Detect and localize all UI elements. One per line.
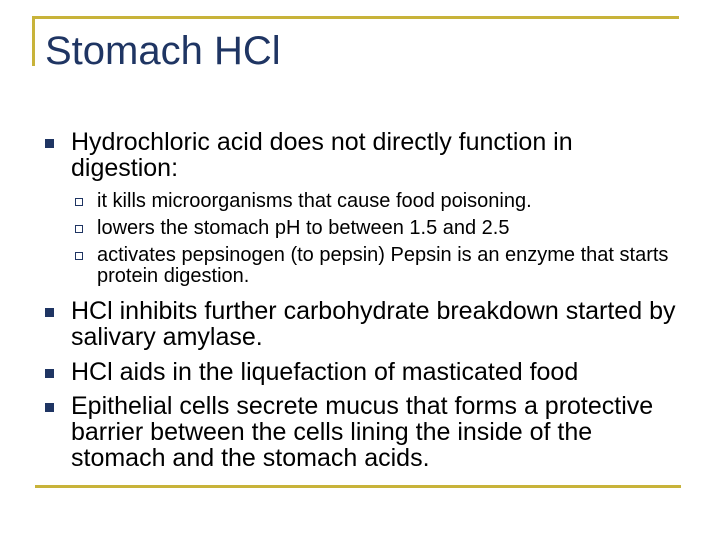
bullet-item — [71, 129, 681, 181]
filled-square-bullet-icon — [45, 308, 54, 317]
hollow-square-bullet-icon — [75, 225, 83, 233]
slide-title: Stomach HCl — [45, 29, 281, 73]
bullet-text: HCl aids in the liquefaction of masticated food — [71, 358, 579, 386]
sub-bullet-text: lowers the stomach pH to between 1.5 and 2.5 — [97, 217, 510, 239]
sub-bullet-item — [97, 191, 689, 212]
top-accent-line — [32, 16, 679, 19]
sub-bullet-item — [97, 245, 689, 287]
left-accent-line — [32, 16, 35, 66]
sub-bullet-text: activates pepsinogen (to pepsin) Pepsin is an enzyme that starts protein digestion. — [97, 244, 669, 287]
filled-square-bullet-icon — [45, 139, 54, 148]
bullet-item — [71, 393, 681, 471]
filled-square-bullet-icon — [45, 403, 54, 412]
bullet-text: Hydrochloric acid does not directly function in digestion: — [71, 128, 573, 182]
bottom-accent-line — [35, 485, 681, 488]
bullet-text: Epithelial cells secrete mucus that forms a protective barrier between the cells lining the inside of the stomach and the stomach acids. — [71, 392, 654, 472]
sub-bullet-item — [97, 218, 689, 239]
sub-bullet-text: it kills microorganisms that cause food poisoning. — [97, 190, 532, 212]
bullet-text: HCl inhibits further carbohydrate breakdown started by salivary amylase. — [71, 297, 676, 351]
filled-square-bullet-icon — [45, 369, 54, 378]
bullet-item — [71, 359, 681, 385]
hollow-square-bullet-icon — [75, 198, 83, 206]
hollow-square-bullet-icon — [75, 252, 83, 260]
bullet-item — [71, 298, 681, 350]
